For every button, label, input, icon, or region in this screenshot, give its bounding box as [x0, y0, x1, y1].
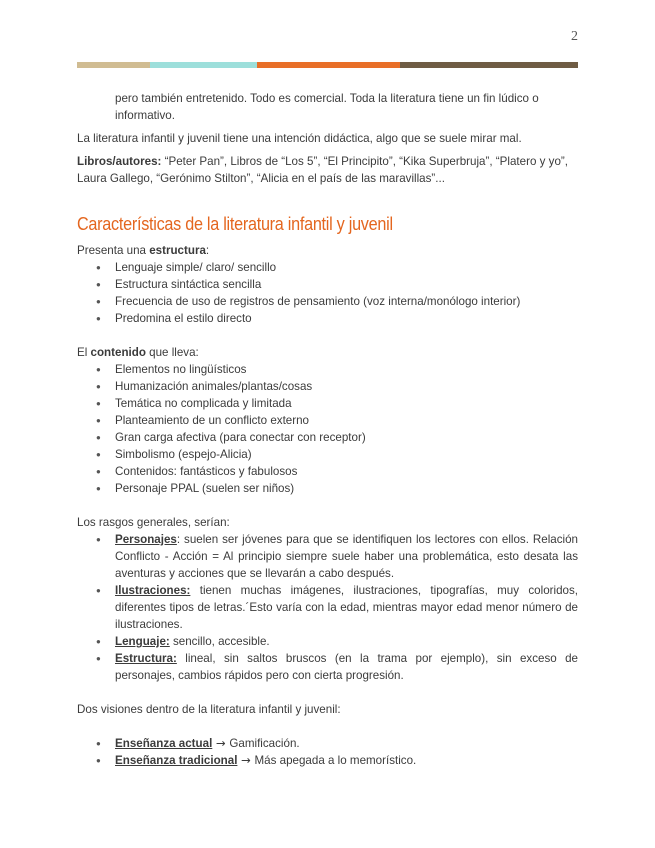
rasgos-list: [77, 531, 578, 684]
visiones-intro: Dos visiones dentro de la literatura infantil y juvenil:: [77, 703, 341, 716]
estructura-pre: Presenta una: [77, 244, 150, 257]
rasgo-label: Estructura:: [115, 652, 177, 665]
rasgo-text: sencillo, accesible.: [169, 635, 270, 648]
contenido-bold: contenido: [90, 346, 146, 359]
list-item: ● Predomina el estilo directo: [77, 310, 578, 327]
color-bar-segment-3: [257, 62, 400, 68]
list-item: ● Humanización animales/plantas/cosas: [77, 378, 578, 395]
list-item: ● Estructura sintáctica sencilla: [77, 276, 578, 293]
vision-label: Enseñanza tradicional: [115, 754, 238, 767]
vision-text: Más apegada a lo memorístico.: [254, 754, 417, 767]
color-bar-segment-2: [150, 62, 257, 68]
estructura-intro: [77, 242, 578, 259]
rasgo-lenguaje: [77, 633, 578, 650]
vision-label: Enseñanza actual: [115, 737, 213, 750]
list-item: ● Simbolismo (espejo-Alicia): [77, 446, 578, 463]
color-bar-segment-4: [400, 62, 578, 68]
list-item: ● Contenidos: fantásticos y fabulosos: [77, 463, 578, 480]
rasgo-text: : suelen ser jóvenes para que se identifiquen los lectores con ellos. Relación Conflicto - Acción = Al principio siempre suele haber una problemática, esto desata las aventuras y acciones que se llevarán a cabo después.: [115, 533, 578, 580]
rasgo-text: lineal, sin saltos bruscos (en la trama por ejemplo), sin exceso de personajes, cambios rápidos pero con cierta progresión.: [115, 652, 578, 682]
list-item: ● Frecuencia de uso de registros de pensamiento (voz interna/monólogo interior): [77, 293, 578, 310]
rasgo-text: tienen muchas imágenes, ilustraciones, tipografías, muy coloridos, diferentes tipos de letras.´Esto varía con la edad, mientras mayor edad menor número de ilustraciones.: [115, 584, 578, 631]
books-paragraph: [77, 153, 578, 187]
estructura-bold: estructura: [149, 244, 206, 257]
list-item: ● Personaje PPAL (suelen ser niños): [77, 480, 578, 497]
books-label: Libros/autores:: [77, 155, 162, 168]
list-item: ● Elementos no lingüísticos: [77, 361, 578, 378]
page-number: 2: [571, 29, 578, 44]
vision-tradicional: [77, 752, 578, 769]
didactic-paragraph: La literatura infantil y juvenil tiene una intención didáctica, algo que se suele mirar mal.: [77, 132, 522, 145]
rasgo-estructura: [77, 650, 578, 684]
arrow-icon: →: [212, 736, 230, 750]
rasgo-personajes: [77, 531, 578, 582]
document-body: [77, 90, 578, 769]
list-item: ● Planteamiento de un conflicto externo: [77, 412, 578, 429]
rasgo-ilustraciones: [77, 582, 578, 633]
rasgo-label: Lenguaje:: [115, 635, 170, 648]
contenido-intro: [77, 344, 578, 361]
rasgo-label: Ilustraciones:: [115, 584, 191, 597]
color-bar-segment-1: [77, 62, 150, 68]
list-item: ● Lenguaje simple/ claro/ sencillo: [77, 259, 578, 276]
header-color-bar: [77, 62, 578, 68]
contenido-post: que lleva:: [145, 346, 199, 359]
list-item: ● Gran carga afectiva (para conectar con receptor): [77, 429, 578, 446]
section-heading: Características de la literatura infantil y juvenil: [77, 214, 393, 234]
estructura-post: :: [205, 244, 210, 257]
rasgo-label: Personajes: [115, 533, 177, 546]
list-item: ● Temática no complicada y limitada: [77, 395, 578, 412]
contenido-pre: El: [77, 346, 91, 359]
vision-text: Gamificación.: [229, 737, 300, 750]
arrow-icon: →: [237, 753, 255, 767]
estructura-list: [77, 259, 578, 327]
continuation-paragraph: pero también entretenido. Todo es comercial. Toda la literatura tiene un fin lúdico o informativo.: [115, 92, 539, 122]
contenido-list: [77, 361, 578, 497]
rasgos-intro: Los rasgos generales, serían:: [77, 516, 230, 529]
vision-actual: [77, 735, 578, 752]
books-text: “Peter Pan”, Libros de “Los 5”, “El Principito”, “Kika Superbruja”, “Platero y yo”, Laura Gallego, “Gerónimo Stilton”, “Alicia en el país de las maravillas”...: [77, 155, 568, 185]
visiones-list: [77, 735, 578, 769]
